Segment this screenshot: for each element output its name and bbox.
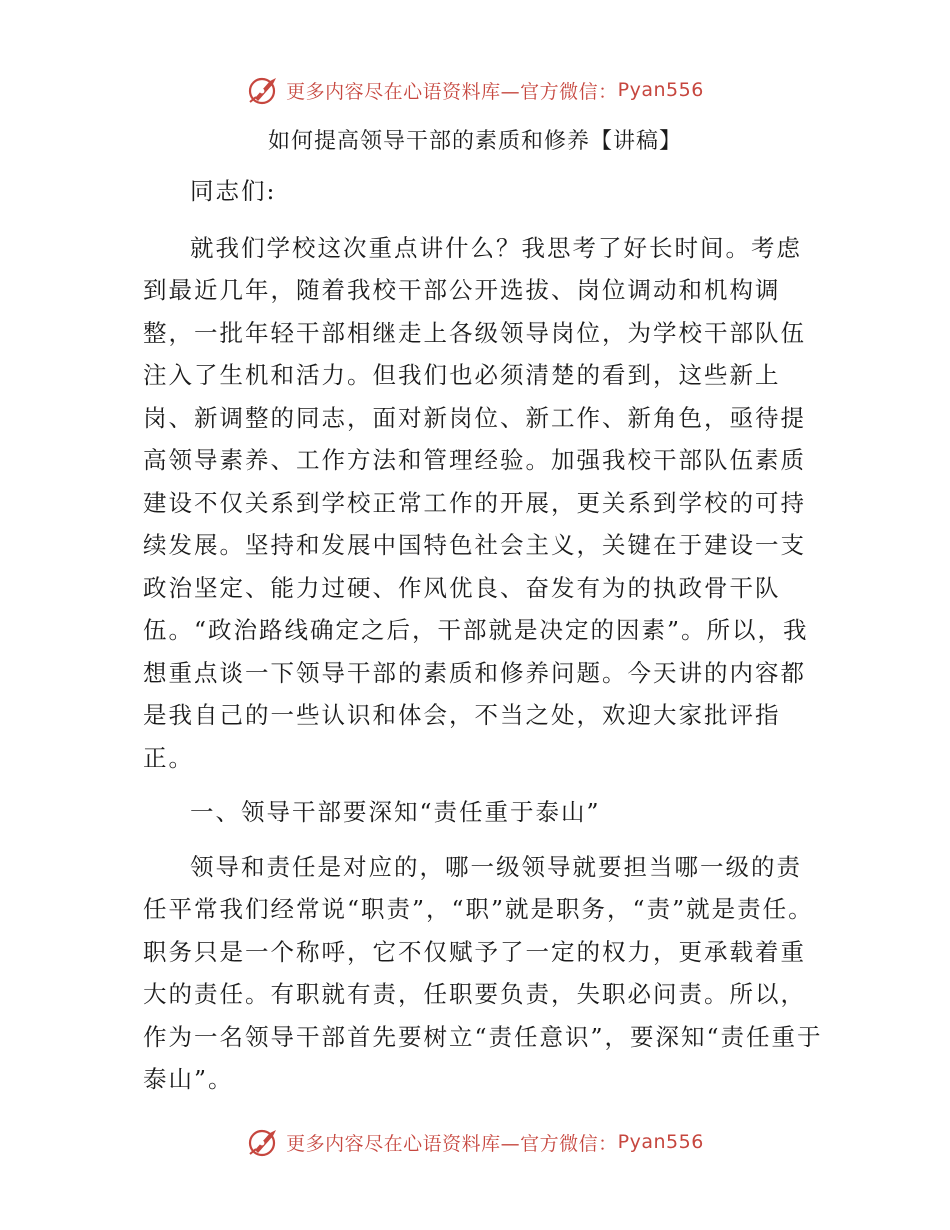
paragraph: 就我们学校这次重点讲什么？我思考了好长时间。考虑到最近几年，随着我校干部公开选拔、岗位调动和机构调整，一批年轻干部相继走上各级领导岗位，为学校干部队伍注入了生机和活力。但我们也必须清楚的看到，这些新上岗、新调整的同志，面对新岗位、新工作、新角色，亟待提高领导素养、工作方法和管理经验。加强我校干部队伍素质建设不仅关系到学校正常工作的开展，更关系到学校的可持续发展。坚持和发展中国特色社会主义，关键在于建设一支政治坚定、能力过硬、作风优良、奋发有为的执政骨干队伍。“政治路线确定之后，干部就是决定的因素”。所以，我想重点谈一下领导干部的素质和修养问题。今天讲的内容都是我自己的一些认识和体会，不当之处，欢迎大家批评指正。 [143,233,809,772]
salutation: 同志们: [190,177,277,205]
watermark-wechat-handle: Pyan556 [617,79,704,101]
watermark-text: 更多内容尽在心语资料库—官方微信： [286,80,618,103]
watermark-wechat-handle: Pyan556 [617,1131,704,1153]
document-body [143,170,823,1113]
pen-nib-logo-icon [246,72,282,108]
footer-watermark [0,1124,950,1160]
header-watermark [0,72,950,108]
pen-nib-logo-icon [246,1124,282,1160]
document-title: 如何提高领导干部的素质和修养【讲稿】 [267,129,682,154]
watermark-text: 更多内容尽在心语资料库—官方微信： [286,1132,618,1155]
section-heading: 一、领导干部要深知“责任重于泰山” [190,798,601,826]
paragraph: 领导和责任是对应的，哪一级领导就要担当哪一级的责任平常我们经常说“职责”，“职”就是职务，“责”就是责任。职务只是一个称呼，它不仅赋予了一定的权力，更承载着重大的责任。有职就有责，任职要负责，失职必问责。所以，作为一名领导干部首先要树立“责任意识”，要深知“责任重于泰山”。 [143,852,823,1093]
